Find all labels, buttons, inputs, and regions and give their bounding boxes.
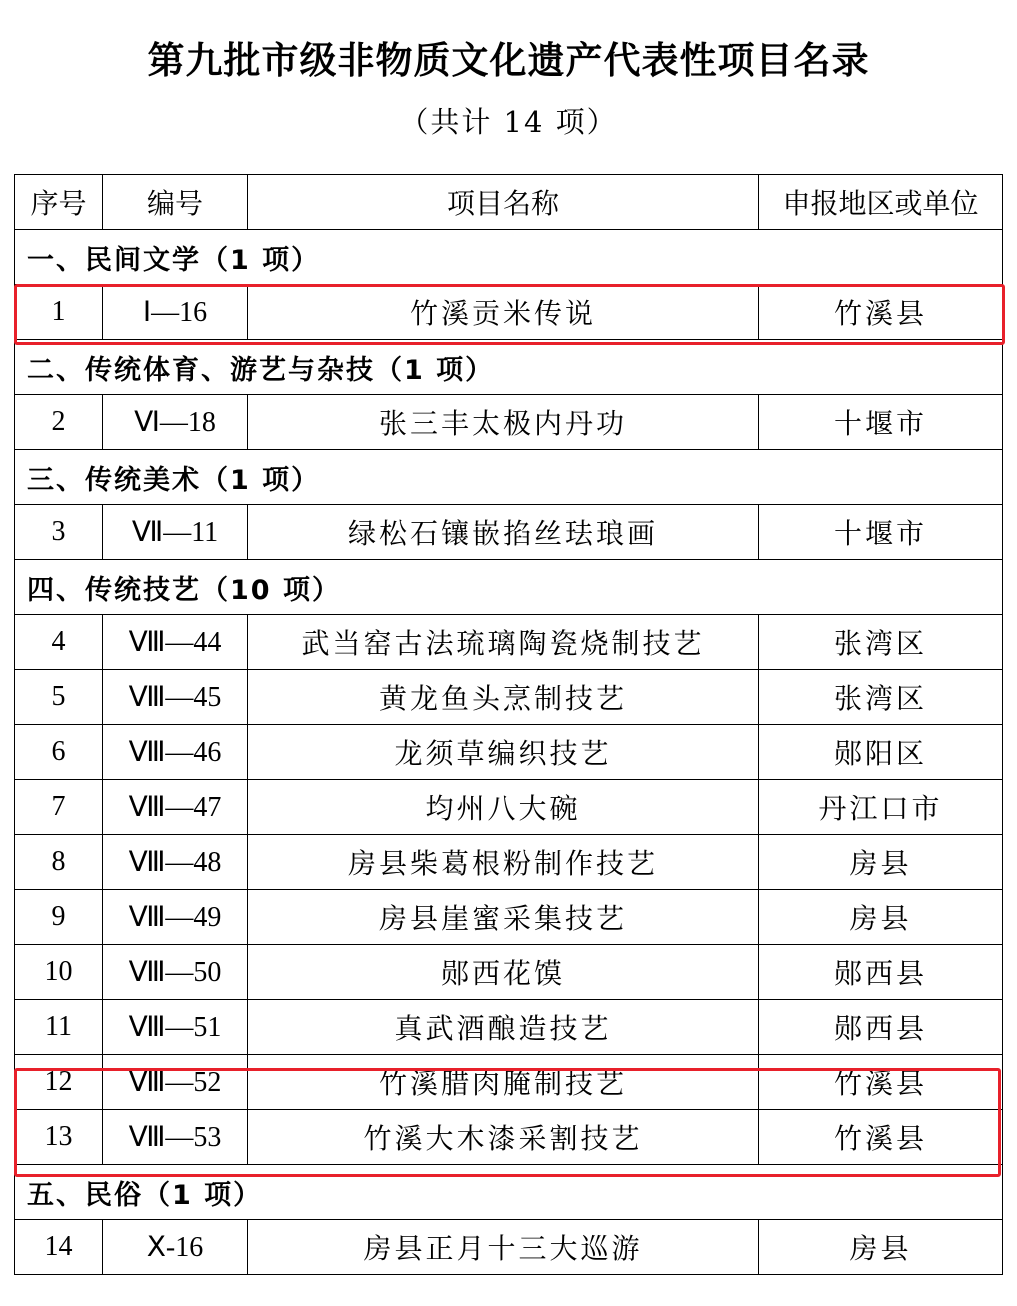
header-region: 申报地区或单位 (759, 175, 1003, 230)
row-region: 十堰市 (759, 505, 1003, 560)
row-region: 郧西县 (759, 1000, 1003, 1055)
row-code: Ⅶ—11 (103, 505, 248, 560)
row-code: Ⅷ—48 (103, 835, 248, 890)
row-code: Ⅷ—45 (103, 670, 248, 725)
table-row (15, 780, 1003, 835)
row-code: Ⅷ—52 (103, 1055, 248, 1110)
row-region: 房县 (759, 835, 1003, 890)
table-row (15, 890, 1003, 945)
row-code: Ⅷ—50 (103, 945, 248, 1000)
category-label: 五、民俗（1 项） (15, 1165, 1003, 1220)
category-label: 四、传统技艺（10 项） (15, 560, 1003, 615)
row-name: 郧西花馍 (248, 945, 759, 1000)
header-code: 编号 (103, 175, 248, 230)
row-name: 龙须草编织技艺 (248, 725, 759, 780)
row-name: 房县崖蜜采集技艺 (248, 890, 759, 945)
row-code: Ⅰ—16 (103, 285, 248, 340)
row-code: Ⅷ—44 (103, 615, 248, 670)
row-code: Ⅷ—46 (103, 725, 248, 780)
row-seq: 2 (15, 395, 103, 450)
header-seq: 序号 (15, 175, 103, 230)
row-region: 竹溪县 (759, 1110, 1003, 1165)
row-region: 张湾区 (759, 615, 1003, 670)
row-seq: 12 (15, 1055, 103, 1110)
row-name: 黄龙鱼头烹制技艺 (248, 670, 759, 725)
row-region: 房县 (759, 890, 1003, 945)
category-row (15, 560, 1003, 615)
table-row (15, 395, 1003, 450)
highlight-box-rows-12-13 (14, 1068, 1001, 1177)
table-row (15, 1000, 1003, 1055)
category-row (15, 340, 1003, 395)
row-seq: 13 (15, 1110, 103, 1165)
row-seq: 6 (15, 725, 103, 780)
table-row (15, 615, 1003, 670)
row-code: Ⅷ—47 (103, 780, 248, 835)
table-row (15, 945, 1003, 1000)
row-region: 丹江口市 (759, 780, 1003, 835)
row-name: 房县柴葛根粉制作技艺 (248, 835, 759, 890)
row-name: 均州八大碗 (248, 780, 759, 835)
table-row (15, 505, 1003, 560)
row-name: 绿松石镶嵌掐丝珐琅画 (248, 505, 759, 560)
table-row (15, 835, 1003, 890)
row-name: 竹溪大木漆采割技艺 (248, 1110, 759, 1165)
row-code: Ⅷ—53 (103, 1110, 248, 1165)
row-seq: 11 (15, 1000, 103, 1055)
row-name: 武当窑古法琉璃陶瓷烧制技艺 (248, 615, 759, 670)
header-name: 项目名称 (248, 175, 759, 230)
row-seq: 14 (15, 1220, 103, 1275)
row-region: 郧西县 (759, 945, 1003, 1000)
table-header-row (15, 175, 1003, 230)
row-region: 十堰市 (759, 395, 1003, 450)
row-seq: 4 (15, 615, 103, 670)
highlight-box-row-1 (14, 284, 1005, 345)
document-subtitle: （共计 14 项） (399, 105, 618, 139)
table-row (15, 670, 1003, 725)
category-row (15, 450, 1003, 505)
category-label: 三、传统美术（1 项） (15, 450, 1003, 505)
row-name: 竹溪腊肉腌制技艺 (248, 1055, 759, 1110)
row-seq: 1 (15, 285, 103, 340)
document-title: 第九批市级非物质文化遗产代表性项目名录 (147, 39, 870, 82)
table-row (15, 1220, 1003, 1275)
row-region: 竹溪县 (759, 285, 1003, 340)
row-seq: 3 (15, 505, 103, 560)
row-seq: 9 (15, 890, 103, 945)
row-seq: 7 (15, 780, 103, 835)
row-code: Ⅹ-16 (103, 1220, 248, 1275)
row-name: 房县正月十三大巡游 (248, 1220, 759, 1275)
category-label: 一、民间文学（1 项） (15, 230, 1003, 285)
row-region: 郧阳区 (759, 725, 1003, 780)
row-seq: 8 (15, 835, 103, 890)
row-region: 房县 (759, 1220, 1003, 1275)
row-seq: 5 (15, 670, 103, 725)
row-code: Ⅵ—18 (103, 395, 248, 450)
table-row (15, 725, 1003, 780)
row-region: 竹溪县 (759, 1055, 1003, 1110)
row-region: 张湾区 (759, 670, 1003, 725)
row-code: Ⅷ—51 (103, 1000, 248, 1055)
row-name: 张三丰太极内丹功 (248, 395, 759, 450)
row-name: 真武酒酿造技艺 (248, 1000, 759, 1055)
category-row (15, 230, 1003, 285)
category-label: 二、传统体育、游艺与杂技（1 项） (15, 340, 1003, 395)
row-name: 竹溪贡米传说 (248, 285, 759, 340)
row-seq: 10 (15, 945, 103, 1000)
row-code: Ⅷ—49 (103, 890, 248, 945)
